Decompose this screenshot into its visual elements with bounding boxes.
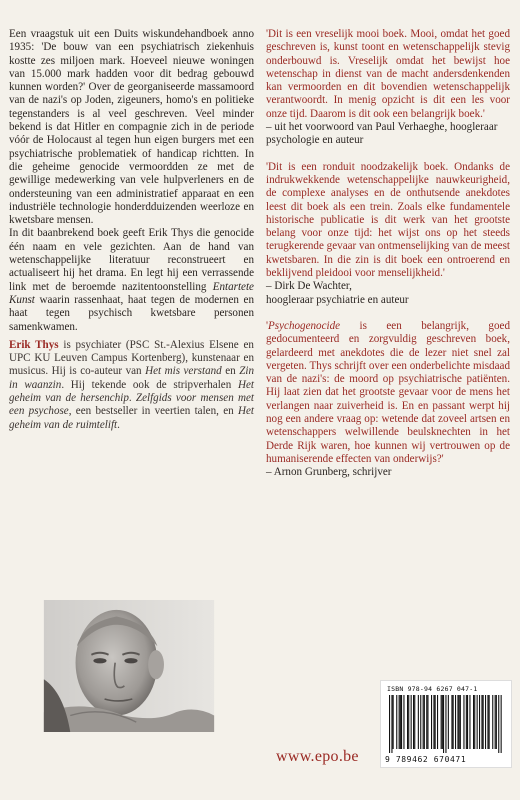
review-attribution-dewachter [266, 280, 510, 307]
bio-title-1: Het mis verstand [145, 365, 222, 378]
author-photo [0, 600, 258, 732]
bio-title-4: Zelfgids voor mensen met een psychose [9, 392, 254, 418]
book-title-psychogenocide: Psychogenocide [268, 319, 341, 332]
bio-text-3: . Hij tekende ook de stripverhalen [61, 378, 238, 391]
blurb-paragraph-2 [9, 227, 254, 333]
review-attribution-verhaeghe: – uit het voorwoord van Paul Verhaeghe, hoogleraar psychologie en auteur [266, 121, 498, 147]
blurb-paragraph-1: Een vraagstuk uit een Duits wiskundehandboek anno 1935: 'De bouw van een psychiatrisch ziekenhuis kostte zes miljoen mark. Hoeveel nieuwe woningen van 15.000 mark hadden voor dit bedrag gebouwd kunnen worden?' Over de georganiseerde massamoord van de nazi's op Joden, zigeuners, homo's en politieke tegenstanders is al veel geschreven. Veel minder bekend is dat Hitler en compagnie zich in de periode vóór de Holocaust al tegen hun eigen burgers met een psychiatrische problematiek of handicap richtten. In die geheime genocide vermoordden ze met de gewillige medewerking van vele hulpverleners en de ondersteuning van een administratief apparaat en een industriële technologie honderdduizenden weerloze en kwetsbare mensen. [9, 28, 254, 227]
reviews-column [266, 28, 510, 493]
author-name: Erik Thys [9, 338, 59, 351]
bio-text-4: . [128, 392, 136, 405]
isbn-barcode [380, 680, 512, 768]
quote-open: ' [266, 319, 268, 332]
blurb-p2-text: In dit baanbrekend boek geeft Erik Thys die genocide één naam en vele gezichten. Aan de hand van wetenschappelijke literatuur reconstrueert en actualiseert hij het drama. En legt hij een verrassende link met de beroemde nazitentoonstelling [9, 227, 254, 293]
review-quote-grunberg [266, 320, 510, 466]
bio-title-3: Het geheim van de hersenchip [9, 378, 255, 405]
author-bio [9, 339, 254, 432]
bio-text-1: is psychiater (PSC St.-Alexius Elsene en UPC KU Leuven Campus Kortenberg), kunstenaar en musicus. Hij is co-auteur van [9, 338, 254, 378]
barcode-digits: 9 789462 670471 [385, 755, 467, 764]
entartete-kunst-title: Entartete Kunst [9, 280, 254, 306]
quote-body: is een belangrijk, goed gedocumenteerd en zorgvuldig geschreven boek, gelardeerd met anekdotes die de lezer niet snel zal vergeten. Thys schrijft over een onderbelichte misdaad van de nazi's: de moord op psychiatrische patiënten. Hij laat zien dat het grootste gevaar voor de mens het verlangen naar zuiverheid is. En en passant werpt hij nog een andere vraag op: wetende dat zoveel artsen en wetenschappers welwillende beulsknechten in het Derde Rijk waren, hoe kunnen wij vertrouwen op de humaniserende effecten van onderwijs?' [266, 319, 510, 465]
review-quote-dewachter: 'Dit is een ronduit noodzakelijk boek. Ondanks de indrukwekkende wetenschappelijke nauwkeurigheid, de complexe analyses en de onthutsende anekdotes leest dit boek als een trein. Zoals elke fundamentele historische publicatie is dit werk van het grootste belang voor onze tijd: het wijst ons op het steeds terugkerende gevaar van ontmenselijking van de meest kwetsbaren. In die zin is dit boek een ontroerend en beklijvend pleidooi voor menselijkheid.' [266, 160, 510, 280]
bio-title-2: Zin in waanzin [9, 365, 254, 391]
review-quote-verhaeghe: 'Dit is een vreselijk mooi boek. Mooi, omdat het goed geschreven is, kunst toont en wetenschappelijk stevig onderbouwd is. Vreselijk omdat het bewijst hoe wetenschap in dienst van de macht andersdenkenden kan vermoorden en dit bovendien wetenschappelijk verantwoordt. In menig opzicht is dit een les voor onze tijd. Daarom is dit ook een belangrijk boek.' [266, 28, 510, 120]
bio-text-6: . [117, 418, 120, 431]
attrib-name: – Dirk De Wachter, [266, 280, 352, 293]
bio-title-5: Het geheim van de ruimtelift [9, 405, 254, 431]
bio-text-2: en [221, 365, 240, 378]
review-attribution-grunberg: – Arnon Grunberg, schrijver [266, 466, 392, 479]
barcode-bars [387, 695, 507, 753]
isbn-label: ISBN 978-94 6267 047-1 [387, 685, 478, 693]
publisher-url[interactable]: www.epo.be [276, 748, 359, 765]
blurb-column [9, 28, 254, 432]
bio-text-5: , een bestseller in veertien talen, en [68, 405, 238, 418]
attrib-role: hoogleraar psychiatrie en auteur [266, 293, 409, 306]
blurb-p2-end: waarin rassenhaat, haat tegen de modernen en haat tegen psychisch kwetsbare personen samenkwamen. [9, 293, 254, 333]
